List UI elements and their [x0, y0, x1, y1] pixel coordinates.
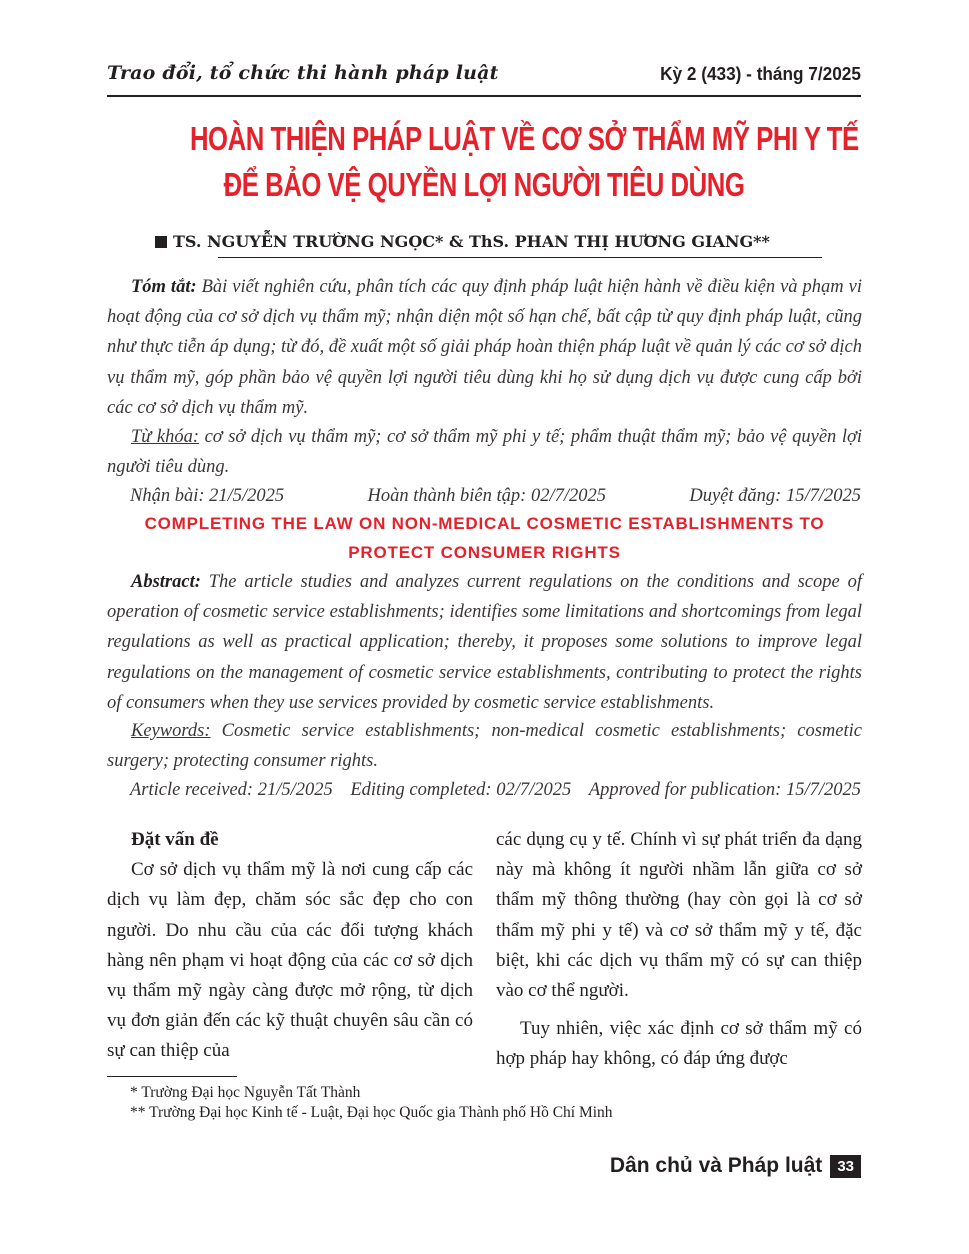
en-dates [130, 780, 861, 801]
en-received: Article received: 21/5/2025 [130, 780, 333, 800]
vi-edited: Hoàn thành biên tập: 02/7/2025 [367, 486, 606, 506]
body-paragraph: Tuy nhiên, việc xác định cơ sở thẩm mỹ có hợp pháp hay không, có đáp ứng được [496, 1018, 862, 1070]
vi-summary-label: Tóm tắt: [131, 277, 197, 297]
authors: TS. NGUYỄN TRƯỜNG NGỌC* & ThS. PHAN THỊ HƯƠNG GIANG** [173, 232, 770, 251]
section-heading: Đặt vấn đề [131, 829, 219, 850]
en-keywords-text: Cosmetic service establishments; non-medical cosmetic establishments; cosmetic surgery; protecting consumer rights. [107, 721, 862, 772]
journal-name: Dân chủ và Pháp luật [609, 1154, 823, 1177]
square-bullet-icon [155, 236, 167, 248]
en-abstract-text: The article studies and analyzes current regulations on the conditions and scope of operation of cosmetic service establishments; identifies some limitations and shortcomings from legal regulations as well as practical application; thereby, it proposes some solutions to improve legal regulations on the management of cosmetic service establishments, contributing to protect the rights of consumers when they use services provided by cosmetic service establishments. [107, 572, 862, 713]
footnote-rule [107, 1076, 237, 1077]
vi-keywords [107, 422, 862, 482]
vi-keywords-label: Từ khóa: [131, 427, 200, 447]
vi-summary [107, 272, 862, 423]
en-abstract-label: Abstract: [131, 572, 201, 592]
vi-received: Nhận bài: 21/5/2025 [130, 486, 285, 506]
body-paragraph: Cơ sở dịch vụ thẩm mỹ là nơi cung cấp các dịch vụ làm đẹp, chăm sóc sắc đẹp cho con người. Do nhu cầu của các đối tượng khách hàng nên phạm vi hoạt động của các cơ sở dịch vụ thẩm mỹ ngày càng được mở rộng, từ dịch vụ đơn giản đến các kỹ thuật chuyên sâu cần có sự can thiệp của [107, 859, 473, 1062]
vi-approved: Duyệt đăng: 15/7/2025 [689, 486, 861, 506]
body-paragraph: các dụng cụ y tế. Chính vì sự phát triển đa dạng này mà không ít người nhầm lẫn giữa cơ sở thẩm mỹ thông thường (hay còn gọi là cơ sở thẩm mỹ phi y tế) và cơ sở thẩm mỹ y tế, đặc biệt, khi các dịch vụ thẩm mỹ có sự can thiệp vào cơ thể người. [496, 829, 862, 1002]
en-abstract [107, 567, 862, 718]
issue-label: Kỳ 2 (433) - tháng 7/2025 [660, 63, 861, 84]
english-title-line-1: COMPLETING THE LAW ON NON-MEDICAL COSMETIC ESTABLISHMENTS TO [144, 514, 825, 533]
footnote-1: * Trường Đại học Nguyễn Tất Thành [130, 1084, 361, 1101]
article-title-line-1: HOÀN THIỆN PHÁP LUẬT VỀ CƠ SỞ THẨM MỸ PHI Y TẾ [189, 120, 859, 157]
article-title-line-2: ĐỂ BẢO VỆ QUYỀN LỢI NGƯỜI TIÊU DÙNG [223, 166, 745, 203]
vi-dates [130, 486, 861, 507]
vi-keywords-text: cơ sở dịch vụ thẩm mỹ; cơ sở thẩm mỹ phi y tế; phẩm thuật thẩm mỹ; bảo vệ quyền lợi người tiêu dùng. [107, 427, 862, 478]
page-footer [610, 1154, 861, 1178]
en-keywords-label: Keywords: [131, 721, 211, 741]
footnote-2: ** Trường Đại học Kinh tế - Luật, Đại học Quốc gia Thành phố Hồ Chí Minh [130, 1104, 613, 1121]
page-number: 33 [830, 1155, 861, 1178]
en-approved: Approved for publication: 15/7/2025 [588, 780, 861, 800]
header-rule [107, 95, 861, 97]
section-title: Trao đổi, tổ chức thi hành pháp luật [107, 62, 499, 84]
english-title-line-2: PROTECT CONSUMER RIGHTS [348, 543, 621, 562]
body-column-right [496, 825, 862, 1075]
author-line [155, 232, 770, 251]
author-rule [218, 257, 822, 258]
en-keywords [107, 716, 862, 776]
en-edited: Editing completed: 02/7/2025 [350, 780, 572, 800]
english-title [107, 509, 862, 567]
body-column-left [107, 825, 473, 1067]
vi-summary-text: Bài viết nghiên cứu, phân tích các quy định pháp luật hiện hành về điều kiện và phạm vi hoạt động của cơ sở dịch vụ thẩm mỹ; nhận diện một số hạn chế, bất cập từ quy định pháp luật, cũng như thực tiễn áp dụng; từ đó, đề xuất một số giải pháp hoàn thiện pháp luật về quản lý các cơ sở dịch vụ thẩm mỹ, góp phần bảo vệ quyền lợi người tiêu dùng khi họ sử dụng dịch vụ được cung cấp bởi các cơ sở dịch vụ thẩm mỹ. [107, 277, 862, 418]
